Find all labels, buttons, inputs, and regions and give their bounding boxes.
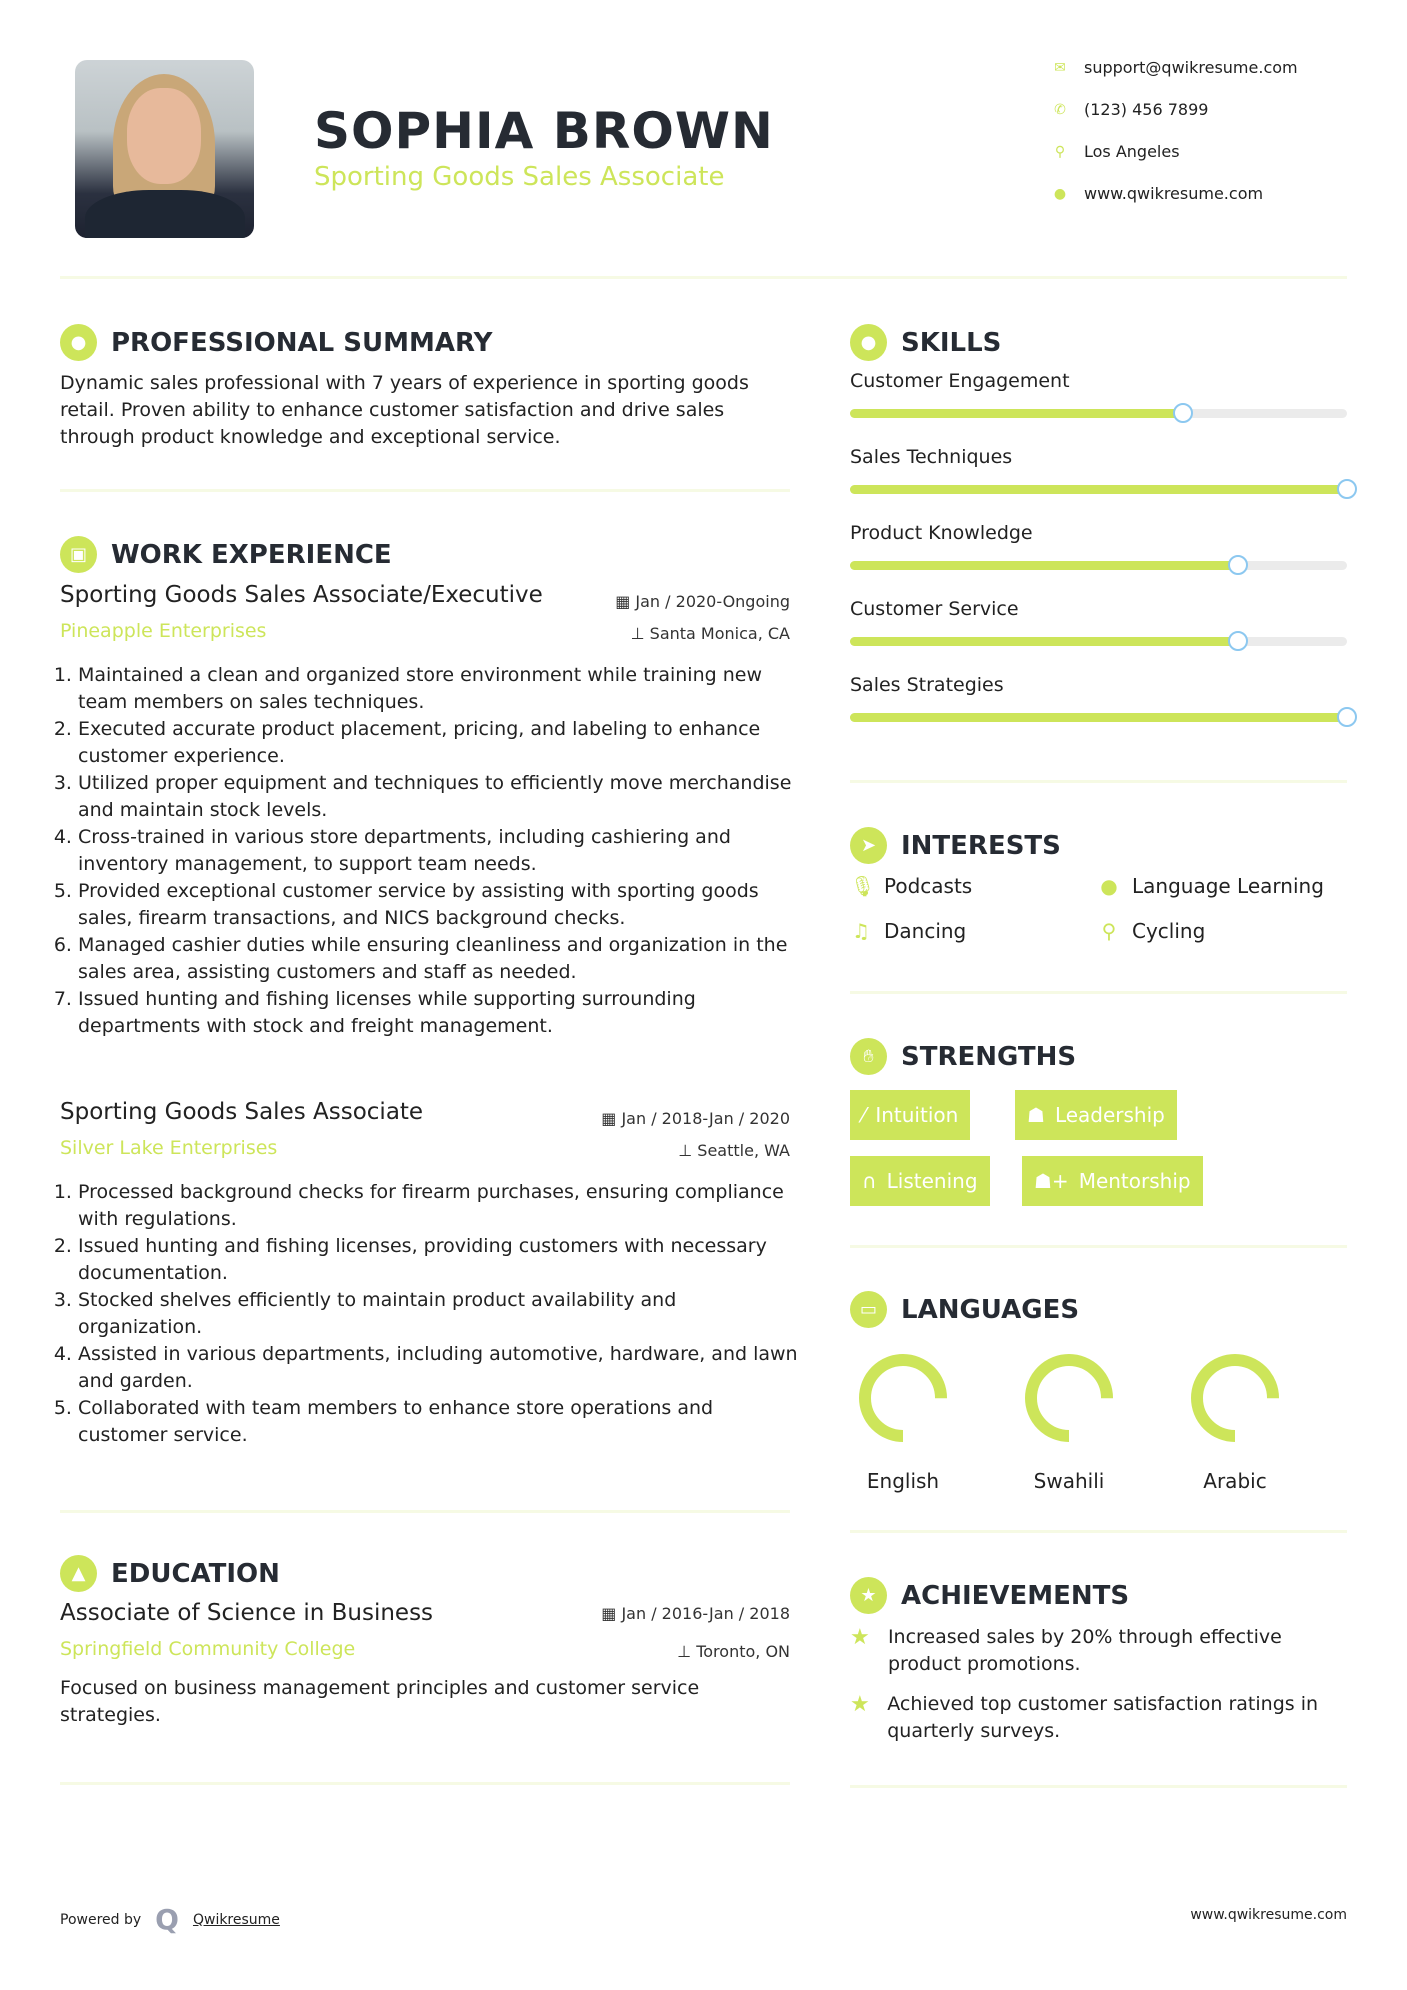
- skill-bar-fill: [850, 637, 1238, 646]
- language-item: [1182, 1345, 1295, 1493]
- section-title: STRENGTHS: [901, 1041, 1077, 1072]
- lightbulb-icon: ●: [850, 324, 887, 361]
- skill-bar-fill: [850, 713, 1347, 722]
- achievements-heading: [850, 1577, 1129, 1614]
- skill-item: [850, 370, 1347, 418]
- divider: [60, 276, 1347, 279]
- user-plus-icon: ☗+: [1034, 1169, 1069, 1193]
- star-badge-icon: ★: [850, 1577, 887, 1614]
- date-text: Jan / 2016-Jan / 2018: [621, 1604, 790, 1623]
- job-bullets: [60, 662, 800, 1040]
- date-text: Jan / 2020-Ongoing: [635, 592, 790, 611]
- contact-location: [1052, 142, 1180, 161]
- skill-label: Product Knowledge: [850, 522, 1033, 544]
- section-title: PROFESSIONAL SUMMARY: [111, 327, 493, 358]
- location-text: Santa Monica, CA: [649, 624, 790, 643]
- language-item: [1016, 1345, 1129, 1493]
- experience-heading: [60, 536, 392, 573]
- divider: [850, 1245, 1347, 1248]
- users-icon: ☗: [1027, 1103, 1045, 1127]
- interest-item: [1098, 874, 1324, 898]
- achievement-item: [850, 1624, 1340, 1678]
- language-label: Swahili: [1033, 1469, 1105, 1493]
- skill-label: Sales Strategies: [850, 674, 1004, 696]
- contact-text: www.qwikresume.com: [1084, 184, 1264, 203]
- interest-item: [1098, 919, 1205, 943]
- skill-bar-knob: [1173, 403, 1193, 423]
- section-title: INTERESTS: [901, 830, 1061, 861]
- list-item: 2. Executed accurate product placement, pricing, and labeling to enhance customer experience.: [78, 716, 800, 770]
- skills-heading: [850, 324, 1001, 361]
- skill-item: [850, 446, 1347, 494]
- language-ring: [1182, 1345, 1288, 1451]
- tag-label: Leadership: [1054, 1103, 1165, 1127]
- qwikresume-logo-icon: Q: [155, 1903, 179, 1936]
- calendar-icon: ▦: [615, 592, 636, 611]
- interest-label: Language Learning: [1132, 874, 1324, 898]
- strength-tag: [850, 1156, 990, 1206]
- candidate-name: SOPHIA BROWN: [314, 102, 774, 160]
- strength-tag: [850, 1090, 970, 1140]
- skill-bar: [850, 637, 1347, 646]
- language-label: Arabic: [1203, 1469, 1267, 1493]
- summary-heading: [60, 324, 492, 361]
- skill-bar-knob: [1228, 631, 1248, 651]
- interest-label: Podcasts: [884, 874, 973, 898]
- strength-tag: [1022, 1156, 1203, 1206]
- job-location: [540, 1141, 790, 1160]
- pin-icon: ⊥: [678, 1141, 698, 1160]
- section-title: LANGUAGES: [901, 1294, 1080, 1325]
- edu-date: [540, 1604, 790, 1623]
- skill-bar: [850, 713, 1347, 722]
- list-item: 1. Processed background checks for firearm purchases, ensuring compliance with regulations.: [78, 1179, 800, 1233]
- star-icon: ★: [850, 1625, 870, 1650]
- location-text: Toronto, ON: [696, 1642, 790, 1661]
- edu-location: [540, 1642, 790, 1661]
- list-item: 7. Issued hunting and fishing licenses while supporting surrounding departments with stock and freight management.: [78, 986, 800, 1040]
- interest-item: [850, 874, 972, 898]
- tag-label: Mentorship: [1078, 1169, 1191, 1193]
- graduation-icon: ▲: [60, 1555, 97, 1592]
- section-title: ACHIEVEMENTS: [901, 1580, 1130, 1611]
- powered-by-text: Powered by: [60, 1911, 142, 1928]
- job-date: [540, 592, 790, 611]
- job-title: Sporting Goods Sales Associate/Executive: [60, 582, 543, 608]
- translate-icon: ▭: [850, 1291, 887, 1328]
- skill-bar: [850, 561, 1347, 570]
- paper-plane-icon: ➤: [850, 827, 887, 864]
- skill-item: [850, 674, 1347, 722]
- calendar-icon: ▦: [601, 1109, 622, 1128]
- skill-bar: [850, 409, 1347, 418]
- footer-url[interactable]: www.qwikresume.com: [1190, 1907, 1347, 1923]
- job-title: Sporting Goods Sales Associate: [60, 1099, 424, 1125]
- skill-label: Customer Service: [850, 598, 1019, 620]
- list-item: 6. Managed cashier duties while ensuring cleanliness and organization in the sales area, assisting customers and staff as needed.: [78, 932, 800, 986]
- divider: [850, 1785, 1347, 1788]
- education-text: Focused on business management principles and customer service strategies.: [60, 1677, 700, 1726]
- calendar-icon: ▦: [601, 1604, 622, 1623]
- hand-icon: ✋︎: [850, 1038, 887, 1075]
- contact-email: [1052, 58, 1298, 77]
- brand-link[interactable]: Qwikresume: [192, 1911, 280, 1928]
- bicycle-icon: ⚲: [1101, 919, 1117, 943]
- language-label: English: [866, 1469, 940, 1493]
- contact-text: (123) 456 7899: [1084, 100, 1209, 119]
- divider: [850, 780, 1347, 783]
- interest-label: Cycling: [1132, 919, 1206, 943]
- magic-wand-icon: ⁄: [862, 1103, 866, 1127]
- skill-bar-knob: [1228, 555, 1248, 575]
- headphones-icon: ∩: [862, 1169, 877, 1193]
- education-heading: [60, 1555, 280, 1592]
- pin-icon: ⊥: [677, 1642, 697, 1661]
- job-bullets: [60, 1179, 800, 1449]
- list-item: 5. Provided exceptional customer service by assisting with sporting goods sales, firearm transactions, and NICS background checks.: [78, 878, 800, 932]
- tag-label: Listening: [886, 1169, 978, 1193]
- contact-text: Los Angeles: [1084, 142, 1180, 161]
- language-ring: [850, 1345, 956, 1451]
- section-title: EDUCATION: [111, 1558, 280, 1589]
- section-title: WORK EXPERIENCE: [111, 539, 392, 570]
- list-item: 5. Collaborated with team members to enhance store operations and customer service.: [78, 1395, 800, 1449]
- phone-icon: ✆: [1054, 101, 1066, 118]
- strengths-heading: [850, 1038, 1076, 1075]
- list-item: 4. Assisted in various departments, including automotive, hardware, and lawn and garden.: [78, 1341, 800, 1395]
- location-text: Seattle, WA: [697, 1141, 790, 1160]
- list-item: 1. Maintained a clean and organized store environment while training new team members on sales techniques.: [78, 662, 800, 716]
- skill-label: Customer Engagement: [850, 370, 1070, 392]
- language-ring: [1016, 1345, 1122, 1451]
- divider: [60, 1782, 790, 1785]
- list-item: 3. Utilized proper equipment and techniques to efficiently move merchandise and maintain stock levels.: [78, 770, 800, 824]
- microphone-icon: 🎙︎: [850, 874, 876, 898]
- section-title: SKILLS: [901, 327, 1002, 358]
- job-location: [540, 624, 790, 643]
- list-item: 4. Cross-trained in various store departments, including cashiering and inventory management, to support team needs.: [78, 824, 800, 878]
- summary-text: Dynamic sales professional with 7 years of experience in sporting goods retail. Proven ability to enhance customer satisfaction and drive sales through product knowledge and exceptional service.: [60, 372, 749, 448]
- envelope-icon: ✉: [1054, 59, 1066, 76]
- list-item: 3. Stocked shelves efficiently to maintain product availability and organization.: [78, 1287, 800, 1341]
- interest-label: Dancing: [884, 919, 967, 943]
- skill-bar-fill: [850, 561, 1238, 570]
- achievement-item: [850, 1691, 1340, 1745]
- divider: [850, 1530, 1347, 1533]
- skill-item: [850, 522, 1347, 570]
- languages-list: [850, 1345, 1347, 1495]
- divider: [850, 991, 1347, 994]
- languages-heading: [850, 1291, 1079, 1328]
- divider: [60, 489, 790, 492]
- job-title: Sporting Goods Sales Associate: [314, 162, 725, 192]
- skill-bar-knob: [1337, 479, 1357, 499]
- achievement-text: Achieved top customer satisfaction ratings in quarterly surveys.: [887, 1693, 1319, 1742]
- job-date: [540, 1109, 790, 1128]
- briefcase-icon: ▣: [60, 536, 97, 573]
- user-icon: ●: [60, 324, 97, 361]
- school-name: Springfield Community College: [60, 1638, 356, 1660]
- map-marker-icon: ⚲: [1054, 143, 1066, 160]
- interests-heading: [850, 827, 1061, 864]
- profile-photo: [75, 60, 254, 238]
- language-item: [850, 1345, 963, 1493]
- music-icon: ♫: [852, 919, 870, 943]
- list-item: 2. Issued hunting and fishing licenses, providing customers with necessary documentation.: [78, 1233, 800, 1287]
- skill-bar-knob: [1337, 707, 1357, 727]
- degree: Associate of Science in Business: [60, 1600, 434, 1626]
- strength-tag: [1015, 1090, 1177, 1140]
- contact-text: support@qwikresume.com: [1084, 58, 1298, 77]
- skill-label: Sales Techniques: [850, 446, 1013, 468]
- divider: [60, 1510, 790, 1513]
- tag-label: Intuition: [875, 1103, 959, 1127]
- skill-item: [850, 598, 1347, 646]
- skill-bar-fill: [850, 409, 1183, 418]
- company-name: Pineapple Enterprises: [60, 620, 267, 642]
- company-name: Silver Lake Enterprises: [60, 1137, 278, 1159]
- globe-icon: ●: [1100, 874, 1118, 898]
- interest-item: [850, 919, 966, 943]
- contact-website: [1052, 184, 1263, 203]
- contact-phone: [1052, 100, 1208, 119]
- pin-icon: ⊥: [630, 624, 650, 643]
- date-text: Jan / 2018-Jan / 2020: [621, 1109, 790, 1128]
- skill-bar-fill: [850, 485, 1347, 494]
- star-icon: ★: [850, 1692, 870, 1717]
- globe-icon: ●: [1053, 185, 1067, 202]
- footer-powered: [60, 1903, 280, 1936]
- skill-bar: [850, 485, 1347, 494]
- achievement-text: Increased sales by 20% through effective product promotions.: [887, 1626, 1282, 1675]
